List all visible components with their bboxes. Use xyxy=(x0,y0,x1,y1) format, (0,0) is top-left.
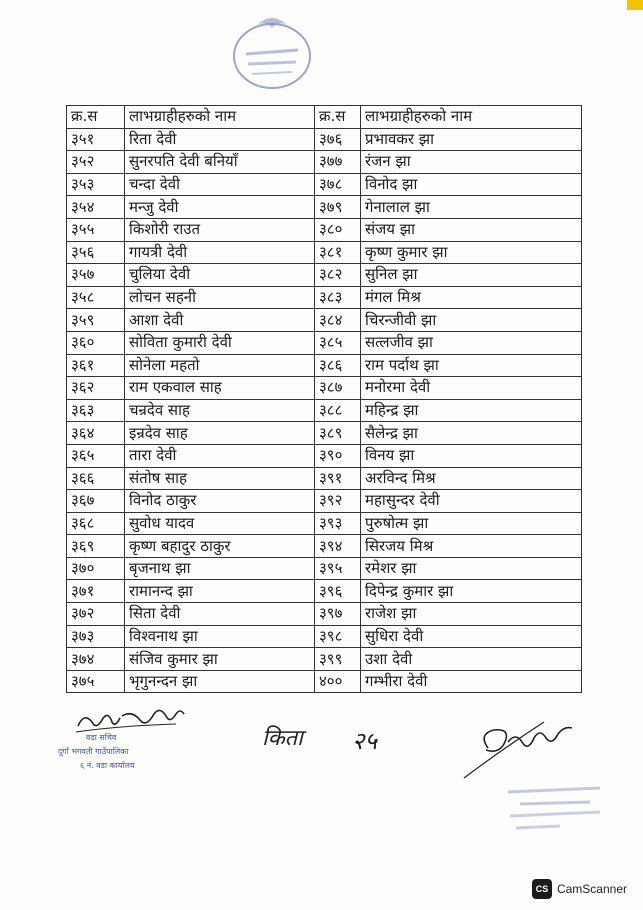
cell-sn-right: ३८७ xyxy=(315,377,361,400)
cell-sn-right: ३७६ xyxy=(315,128,361,151)
cell-name-left: रामानन्द झा xyxy=(125,580,315,603)
table-row xyxy=(67,535,582,558)
cell-name-right: उशा देवी xyxy=(361,648,582,671)
cell-name-right: कृष्ण कुमार झा xyxy=(361,241,582,264)
cell-sn-left: ३५८ xyxy=(67,286,125,309)
cell-sn-left: ३७४ xyxy=(67,648,125,671)
beneficiary-table xyxy=(66,105,582,693)
cell-name-right: गम्भीरा देवी xyxy=(361,670,582,693)
cell-sn-left: ३५४ xyxy=(67,196,125,219)
table-row xyxy=(67,603,582,626)
cell-name-left: संजिव कुमार झा xyxy=(125,648,315,671)
cell-name-left: सोविता कुमारी देवी xyxy=(125,331,315,354)
cell-name-left: चुलिया देवी xyxy=(125,264,315,287)
cell-name-left: सुनरपति देवी बनियाँ xyxy=(125,151,315,174)
cell-name-right: महिन्द्र झा xyxy=(361,399,582,422)
cell-sn-left: ३६३ xyxy=(67,399,125,422)
cell-name-right: मनोरमा देवी xyxy=(361,377,582,400)
cell-sn-left: ३७५ xyxy=(67,670,125,693)
cell-sn-left: ३६१ xyxy=(67,354,125,377)
cell-name-left: चन्रदेव साह xyxy=(125,399,315,422)
cell-name-right: अरविन्द मिश्र xyxy=(361,467,582,490)
cell-sn-left: ३६६ xyxy=(67,467,125,490)
table-body xyxy=(67,128,582,693)
cell-sn-right: ३७८ xyxy=(315,173,361,196)
table-row xyxy=(67,467,582,490)
header-name-right: लाभग्राहीहरुको नाम xyxy=(361,106,582,129)
cell-name-right: संजय झा xyxy=(361,218,582,241)
cell-sn-left: ३७० xyxy=(67,557,125,580)
ward-office-stamp xyxy=(52,700,222,780)
header-sn-right: क्र.स xyxy=(315,106,361,129)
cell-name-left: विनोद ठाकुर xyxy=(125,490,315,513)
cell-sn-left: ३६७ xyxy=(67,490,125,513)
right-official-stamp xyxy=(500,778,610,838)
cell-name-right: दिपेन्द्र कुमार झा xyxy=(361,580,582,603)
table-row xyxy=(67,264,582,287)
cell-sn-right: ३८८ xyxy=(315,399,361,422)
table-row xyxy=(67,218,582,241)
table-row xyxy=(67,557,582,580)
svg-text:६ नं. वडा कार्यालय: ६ नं. वडा कार्यालय xyxy=(80,761,135,770)
cell-sn-left: ३५७ xyxy=(67,264,125,287)
cell-sn-left: ३५६ xyxy=(67,241,125,264)
cell-sn-right: ३८६ xyxy=(315,354,361,377)
table-row xyxy=(67,151,582,174)
cell-sn-right: ३८२ xyxy=(315,264,361,287)
cell-name-left: चन्दा देवी xyxy=(125,173,315,196)
cell-sn-left: ३६५ xyxy=(67,444,125,467)
cell-sn-right: ३७९ xyxy=(315,196,361,219)
table-row xyxy=(67,354,582,377)
table-row xyxy=(67,173,582,196)
cell-name-left: कृष्ण बहादुर ठाकुर xyxy=(125,535,315,558)
cell-name-left: गायत्री देवी xyxy=(125,241,315,264)
cell-sn-right: ३९५ xyxy=(315,557,361,580)
cell-name-left: आशा देवी xyxy=(125,309,315,332)
camscanner-watermark xyxy=(532,878,627,900)
cell-sn-left: ३६८ xyxy=(67,512,125,535)
cell-sn-left: ३७३ xyxy=(67,625,125,648)
cell-sn-right: ३८३ xyxy=(315,286,361,309)
table-row xyxy=(67,625,582,648)
table-row xyxy=(67,377,582,400)
handwritten-count: २५ xyxy=(352,727,377,755)
cell-name-left: सोनेला महतो xyxy=(125,354,315,377)
table-row xyxy=(67,422,582,445)
cell-name-right: रंजन झा xyxy=(361,151,582,174)
cell-name-right: पुरुषोत्म झा xyxy=(361,512,582,535)
cell-name-right: सत्लजीव झा xyxy=(361,331,582,354)
cell-name-right: सुधिरा देवी xyxy=(361,625,582,648)
cell-sn-right: ३९९ xyxy=(315,648,361,671)
table-row xyxy=(67,444,582,467)
table-row xyxy=(67,512,582,535)
table-header-row xyxy=(67,106,582,129)
cell-name-right: सुनिल झा xyxy=(361,264,582,287)
cell-sn-right: ३९३ xyxy=(315,512,361,535)
cell-sn-left: ३५३ xyxy=(67,173,125,196)
cell-name-left: राम एकवाल साह xyxy=(125,377,315,400)
cell-name-right: रमेशर झा xyxy=(361,557,582,580)
cell-name-left: सुवोध यादव xyxy=(125,512,315,535)
cell-sn-right: ४०० xyxy=(315,670,361,693)
table-row xyxy=(67,331,582,354)
header-sn-left: क्र.स xyxy=(67,106,125,129)
cell-sn-right: ३९२ xyxy=(315,490,361,513)
cell-sn-right: ३९६ xyxy=(315,580,361,603)
cell-name-right: मंगल मिश्र xyxy=(361,286,582,309)
cell-sn-left: ३६० xyxy=(67,331,125,354)
table-row xyxy=(67,648,582,671)
cell-sn-right: ३९१ xyxy=(315,467,361,490)
table-row xyxy=(67,490,582,513)
cell-sn-right: ३८४ xyxy=(315,309,361,332)
cell-sn-left: ३५५ xyxy=(67,218,125,241)
cell-name-right: राम पर्दाथ झा xyxy=(361,354,582,377)
handwritten-kita-label: किता xyxy=(262,726,303,751)
svg-text:वडा सचिव: वडा सचिव xyxy=(86,733,117,742)
cell-sn-right: ३८९ xyxy=(315,422,361,445)
cell-name-right: गेनालाल झा xyxy=(361,196,582,219)
cell-sn-left: ३६२ xyxy=(67,377,125,400)
cell-name-left: सिता देवी xyxy=(125,603,315,626)
cell-name-left: संतोष साह xyxy=(125,467,315,490)
cell-name-left: भृगुनन्दन झा xyxy=(125,670,315,693)
camscanner-label: CamScanner xyxy=(556,882,627,896)
cell-sn-right: ३९० xyxy=(315,444,361,467)
table-row xyxy=(67,241,582,264)
cell-name-left: विश्वनाथ झा xyxy=(125,625,315,648)
signature-right xyxy=(460,712,610,782)
table-row xyxy=(67,196,582,219)
cell-name-right: प्रभावकर झा xyxy=(361,128,582,151)
cell-name-right: चिरन्जीवी झा xyxy=(361,309,582,332)
cell-sn-left: ३५१ xyxy=(67,128,125,151)
table-row xyxy=(67,286,582,309)
cell-name-left: मन्जु देवी xyxy=(125,196,315,219)
cell-name-right: राजेश झा xyxy=(361,603,582,626)
cell-sn-right: ३९८ xyxy=(315,625,361,648)
cell-name-left: तारा देवी xyxy=(125,444,315,467)
cell-sn-right: ३९४ xyxy=(315,535,361,558)
cell-name-left: रिता देवी xyxy=(125,128,315,151)
cell-sn-left: ३६४ xyxy=(67,422,125,445)
table-row xyxy=(67,580,582,603)
cell-sn-left: ३५९ xyxy=(67,309,125,332)
cell-sn-right: ३९७ xyxy=(315,603,361,626)
cell-sn-left: ३७१ xyxy=(67,580,125,603)
cell-sn-left: ३६९ xyxy=(67,535,125,558)
cell-name-left: किशोरी राउत xyxy=(125,218,315,241)
cell-sn-right: ३८१ xyxy=(315,241,361,264)
table-row xyxy=(67,399,582,422)
corner-color-mark xyxy=(627,0,643,10)
cell-name-right: सिरजय मिश्र xyxy=(361,535,582,558)
cell-sn-right: ३८५ xyxy=(315,331,361,354)
cell-name-right: विनोद झा xyxy=(361,173,582,196)
cell-name-right: विनय झा xyxy=(361,444,582,467)
cell-name-right: महासुन्दर देवी xyxy=(361,490,582,513)
table-row xyxy=(67,309,582,332)
cell-sn-left: ३५२ xyxy=(67,151,125,174)
cell-sn-left: ३७२ xyxy=(67,603,125,626)
cell-sn-right: ३७७ xyxy=(315,151,361,174)
cell-name-right: सैलेन्द्र झा xyxy=(361,422,582,445)
cell-name-left: इन्रदेव साह xyxy=(125,422,315,445)
cell-sn-right: ३८० xyxy=(315,218,361,241)
camscanner-icon: CS xyxy=(532,879,552,899)
table-row xyxy=(67,128,582,151)
cell-name-left: बृजनाथ झा xyxy=(125,557,315,580)
cell-name-left: लोचन सहनी xyxy=(125,286,315,309)
header-name-left: लाभग्राहीहरुको नाम xyxy=(125,106,315,129)
table-row xyxy=(67,670,582,693)
office-seal-stamp xyxy=(226,6,318,94)
svg-text:दुर्गा भगवती गाउँपालिका: दुर्गा भगवती गाउँपालिका xyxy=(58,747,129,756)
